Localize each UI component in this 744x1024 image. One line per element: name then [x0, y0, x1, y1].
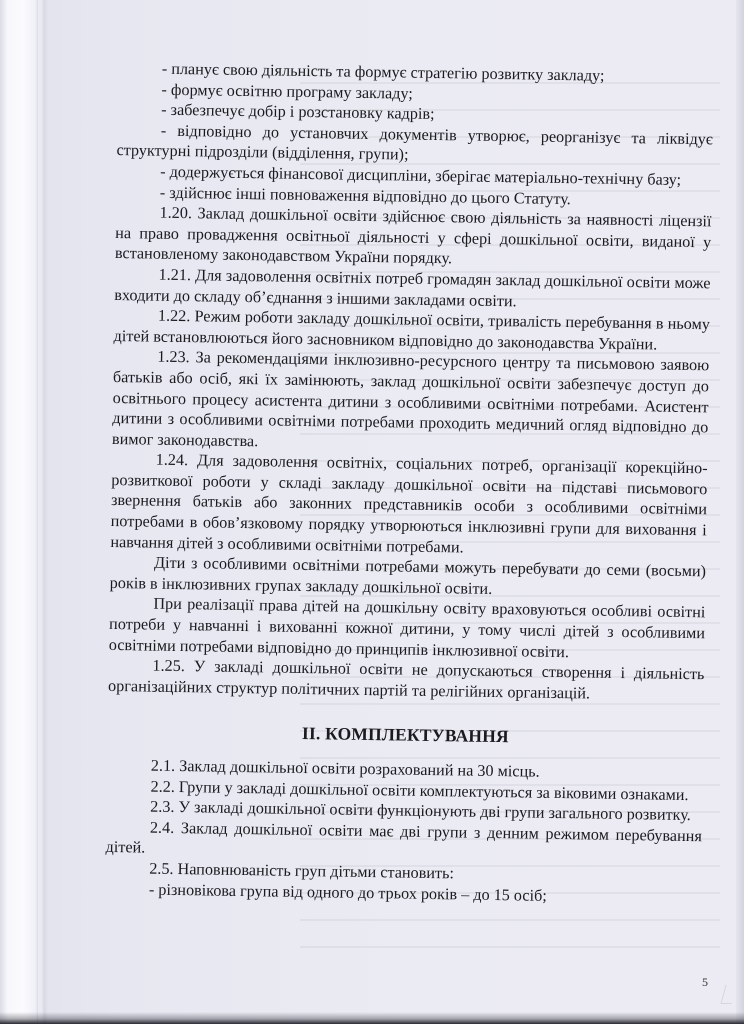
clause-1-24: 1.24. Для задоволення освітніх, соціальних потреб, організації корекційно-розвиткової роботи у складі закладу дошкільної освіти на підставі письмового звернення батьків або законних представників особи з особливими освітніми потребами в обов’язковому порядку утворюються інклюзивні групи для виховання і навчання дітей з особливими освітніми потребами.: [110, 450, 708, 557]
list-item: - додержується фінансової дисципліни, зберігає матеріально-технічну базу;: [160, 162, 682, 189]
list-item: - відповідно до установчих документів утворює, реорганізує та ліквідує структурні підрозділи (відділення, групи);: [116, 121, 713, 164]
list-item: - різновікова група від одного до трьох років – до 15 осіб;: [148, 880, 547, 905]
list-item: - здійснює інші повноваження відповідно до цього Статуту.: [159, 183, 571, 208]
paragraph: Діти з особливими освітніми потребами можуть перебувати до семи (восьми) років в інклюзивних групах закладу дошкільної освіти.: [109, 553, 707, 598]
corner-mark: [720, 985, 736, 1004]
clause-2-5: 2.5. Наповнюваність груп дітьми становить:: [149, 859, 455, 883]
document-body: [105, 58, 714, 908]
clause-2-2: 2.2. Групи у закладі дошкільної освіти комплектуються за віковими ознаками.: [150, 777, 689, 804]
list-item: - планує свою діяльність та формує стратегію розвитку закладу;: [161, 59, 605, 85]
clause-1-20: 1.20. Заклад дошкільної освіти здійснює свою діяльність за наявності ліцензії на право провадження освітньої діяльності у сфері дошкільної освіти, виданої у встановленому законодавством України порядку.: [114, 203, 712, 268]
list-item: - забезпечує добір і розстановку кадрів;: [161, 100, 435, 124]
paragraph: При реалізації права дітей на дошкільну освіту враховуються особливі освітні потреби у навчанні і вихованні кожної дитини, у тому числі дітей з особливими освітніми потребами відповідно до принципів інклюзивної освіти.: [108, 595, 706, 661]
list-item: - формує освітню програму закладу;: [161, 80, 413, 103]
clause-2-4: 2.4. Заклад дошкільної освіти має дві групи з денним режимом перебування дітей.: [105, 818, 702, 857]
clause-2-1: 2.1. Заклад дошкільної освіти розрахований на 30 місць.: [150, 756, 540, 781]
page-number: 5: [702, 975, 708, 989]
clause-1-25: 1.25. У закладі дошкільної освіти не допускаються створення і діяльність організаційних структур політичних партій та релігійних організацій.: [107, 656, 705, 703]
clause-2-3: 2.3. У закладі дошкільної освіти функціонують дві групи загального розвитку.: [150, 797, 691, 825]
section-heading: ІІ. КОМПЛЕКТУВАННЯ: [301, 723, 510, 747]
binding-edge: [0, 0, 38, 1024]
clause-1-23: 1.23. За рекомендаціями інклюзивно-ресурсного центру та письмовою заявою батьків або осіб, які їх замінюють, заклад дошкільної освіти забезпечує доступ до освітнього процесу асистента дитини з особливими освітніми потребами. Асистент дитини з особливими освітніми потребами проходить медичний огляд відповідно до вимог законодавства.: [111, 347, 710, 450]
clause-1-21: 1.21. Для задоволення освітніх потреб громадян заклад дошкільної освіти може входити до складу об’єднання з іншими закладами освіти.: [114, 265, 711, 310]
clause-1-22: 1.22. Режим роботи закладу дошкільної освіти, тривалість перебування в ньому дітей встановлюються його засновником відповідно до законодавства України.: [113, 306, 711, 354]
scan-bottom-shadow: [0, 1012, 744, 1024]
page-right-edge: [736, 0, 744, 1024]
